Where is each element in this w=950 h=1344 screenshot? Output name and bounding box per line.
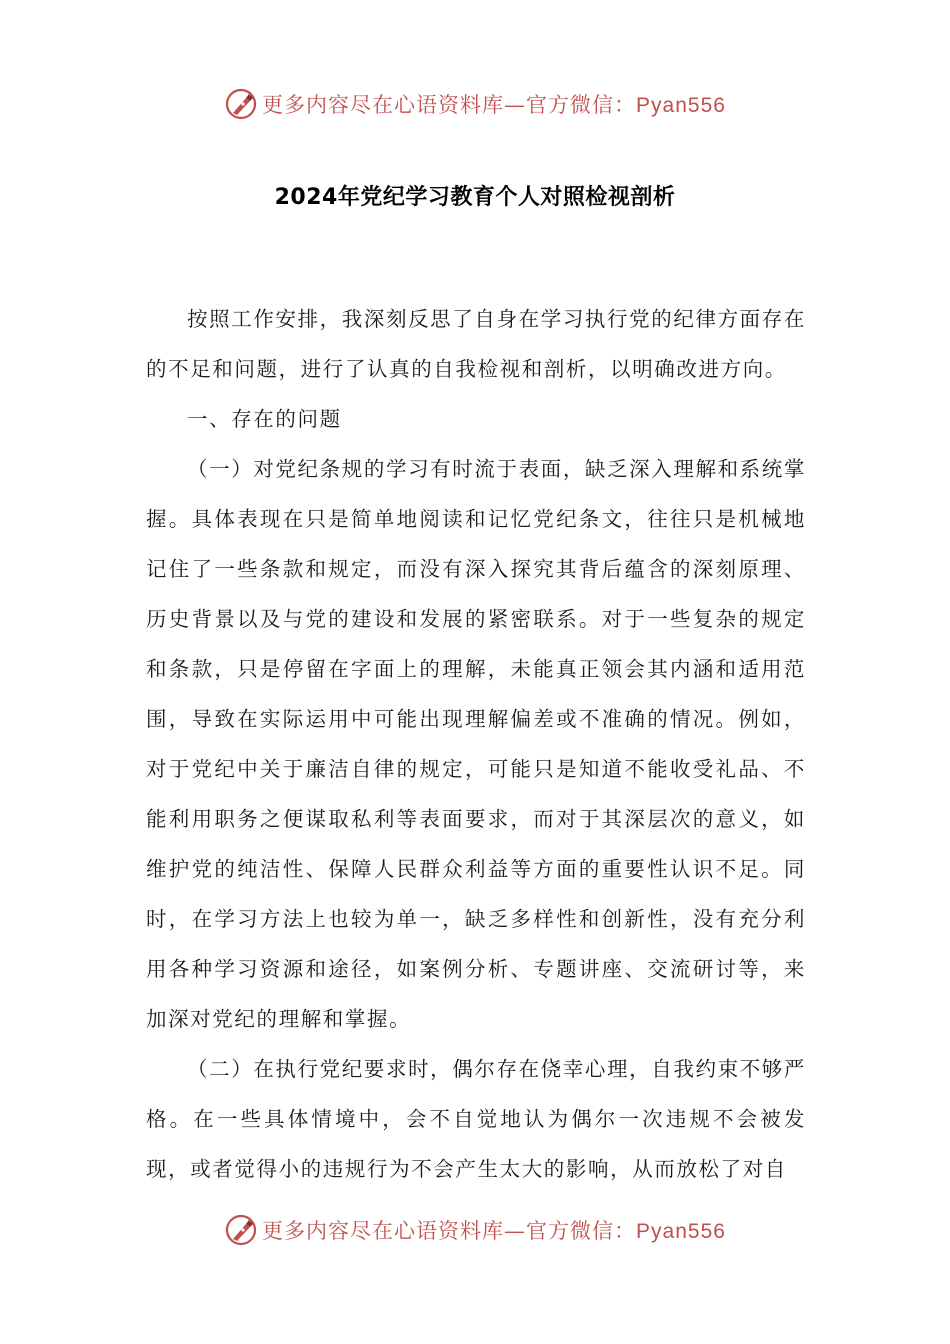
pen-nib-icon	[224, 87, 258, 121]
paragraph-issue-1: （一）对党纪条规的学习有时流于表面，缺乏深入理解和系统掌握。具体表现在只是简单地阅读和记忆党纪条文，往往只是机械地记住了一些条款和规定，而没有深入探究其背后蕴含的深刻原理、历史背景以及与党的建设和发展的紧密联系。对于一些复杂的规定和条款，只是停留在字面上的理解，未能真正领会其内涵和适用范围，导致在实际运用中可能出现理解偏差或不准确的情况。例如，对于党纪中关于廉洁自律的规定，可能只是知道不能收受礼品、不能利用职务之便谋取私利等表面要求，而对于其深层次的意义，如维护党的纯洁性、保障人民群众利益等方面的重要性认识不足。同时，在学习方法上也较为单一，缺乏多样性和创新性，没有充分利用各种学习资源和途径，如案例分析、专题讲座、交流研讨等，来加深对党纪的理解和掌握。	[146, 457, 806, 1031]
paragraph-issue-2: （二）在执行党纪要求时，偶尔存在侥幸心理，自我约束不够严格。在一些具体情境中，会不自觉地认为偶尔一次违规不会被发现，或者觉得小的违规行为不会产生太大的影响，从而放松了对自	[146, 1057, 806, 1181]
header-watermark-text: 更多内容尽在心语资料库—官方微信：Pyan556	[262, 93, 726, 117]
header-watermark-banner	[0, 84, 950, 124]
footer-watermark-banner	[0, 1210, 950, 1250]
document-body	[146, 294, 806, 1194]
paragraph-intro: 按照工作安排，我深刻反思了自身在学习执行党的纪律方面存在的不足和问题，进行了认真的自我检视和剖析，以明确改进方向。	[146, 307, 806, 381]
footer-watermark-text: 更多内容尽在心语资料库—官方微信：Pyan556	[262, 1219, 726, 1243]
footer-wechat-id: Pyan556	[636, 1220, 726, 1243]
header-wechat-id: Pyan556	[636, 94, 726, 117]
pen-nib-icon	[224, 1213, 258, 1247]
document-title: 2024年党纪学习教育个人对照检视剖析	[274, 185, 676, 210]
section-heading-problems: 一、存在的问题	[187, 407, 342, 431]
